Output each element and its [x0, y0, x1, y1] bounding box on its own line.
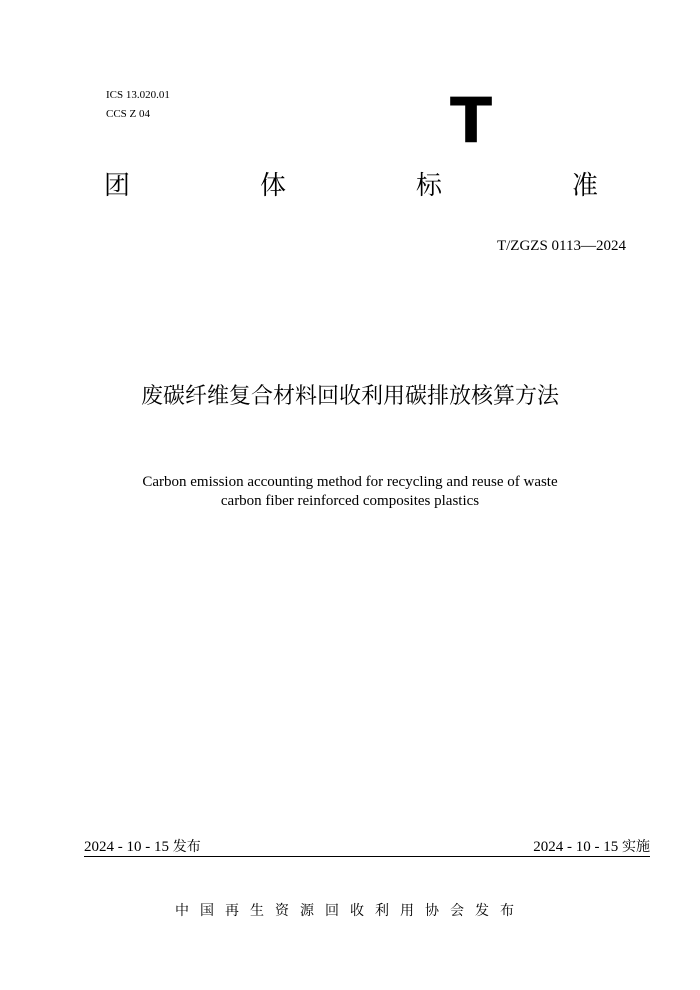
horizontal-rule [84, 856, 650, 857]
implement-date-block [533, 838, 650, 856]
standard-type-char: 团 [104, 171, 131, 201]
standard-type-char: 准 [571, 171, 598, 201]
title-english-line: Carbon emission accounting method for recycling and reuse of waste [142, 474, 558, 490]
title-english-line: carbon fiber reinforced composites plastics [220, 493, 480, 509]
standard-type-char: 体 [259, 171, 286, 201]
publish-date: 2024 - 10 - 15 [84, 839, 169, 855]
publish-label: 发布 [172, 839, 201, 855]
document-title-english [0, 473, 700, 511]
publish-date-block [84, 838, 201, 856]
publisher-line: 中国再生资源回收利用协会发布 [175, 903, 525, 919]
standard-type-char: 标 [415, 171, 442, 201]
document-title-chinese: 废碳纤维复合材料回收利用碳排放核算方法 [140, 384, 559, 409]
standard-logo-letter: T [449, 84, 493, 157]
standard-number: T/ZGZS 0113—2024 [496, 238, 626, 254]
implement-date: 2024 - 10 - 15 [533, 839, 619, 855]
standard-type-heading [104, 168, 598, 204]
ics-code: ICS 13.020.01 [106, 89, 170, 101]
implement-label: 实施 [622, 839, 650, 855]
ccs-code: CCS Z 04 [106, 108, 151, 120]
